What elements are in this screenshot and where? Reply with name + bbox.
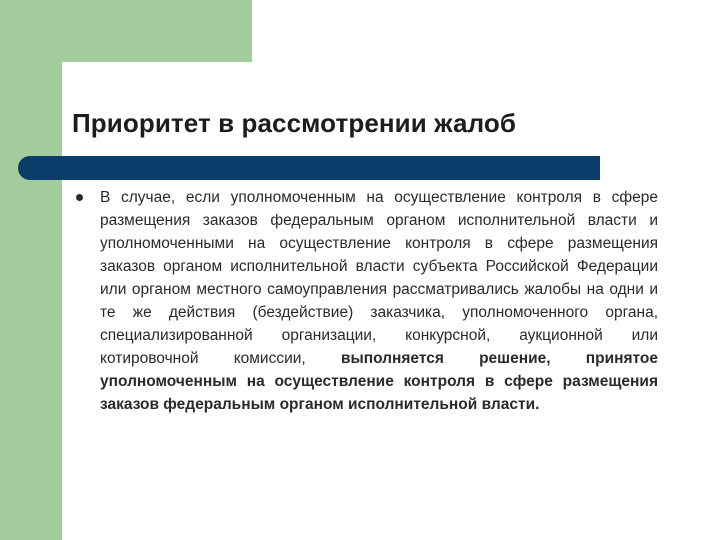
bullet-dot-icon xyxy=(76,194,83,201)
title-underline-bar xyxy=(18,156,600,180)
slide-title: Приоритет в рассмотрении жалоб xyxy=(72,108,516,138)
bullet-text xyxy=(100,186,658,416)
decor-green-left-band xyxy=(0,0,62,540)
bullet-text-bold: выполняется решение, принятое уполномоченным на осуществление контроля в сфере размещения заказов федеральным органом исполнительной власти. xyxy=(100,350,658,413)
bullet-text-normal: В случае, если уполномоченным на осуществление контроля в сфере размещения заказов федеральным органом исполнительной власти и уполномоченными на осуществление контроля в сфере размещения заказов органом исполнительной власти субъекта Российской Федерации или органом местного самоуправления рассматривались жалобы на одни и те же действия (бездействие) заказчика, уполномоченного органа, специализированной организации, конкурсной, аукционной или котировочной комиссии, xyxy=(100,189,658,367)
